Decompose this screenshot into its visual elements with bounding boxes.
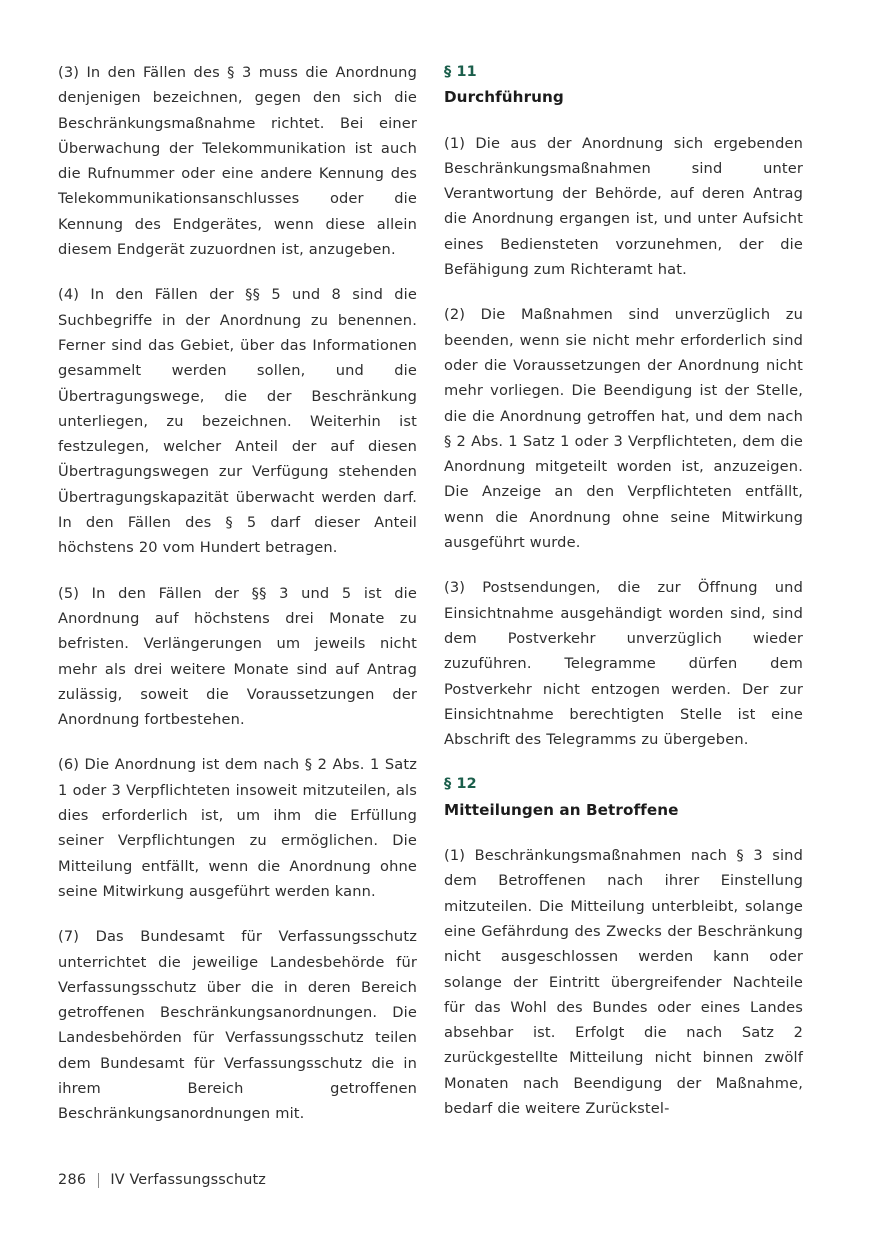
page-number: 286	[58, 1172, 87, 1188]
paragraph-7: (7) Das Bundesamt für Verfassungsschutz unterrichtet die jeweilige Landesbehörde für Verfassungsschutz über die in deren Bereich getroffenen Beschränkungsanordnungen. Die Landesbehörden für Verfassungsschutz teilen dem Bundesamt für Verfassungsschutz die in ihrem Bereich getroffenen Beschränkungsanordnungen mit.	[58, 928, 417, 1123]
section-12-paragraph-1: (1) Beschränkungsmaßnahmen nach § 3 sind dem Betroffenen nach ihrer Einstellung mitzuteilen. Die Mitteilung unterbleibt, solange eine Gefährdung des Zwecks der Beschränkung nicht ausgeschlossen werden kann oder solange der Eintritt übergreifender Nachteile für das Wohl des Bundes oder eines Landes absehbar ist. Erfolgt die nach Satz 2 zurückgestellte Mitteilung nicht binnen zwölf Monaten nach Beendigung der Maßnahme, bedarf die weitere Zurückstel-	[444, 847, 803, 1117]
section-heading-11	[444, 60, 803, 111]
section-11-paragraph-1: (1) Die aus der Anordnung sich ergebenden Beschränkungsmaßnahmen sind unter Verantwortung der Behörde, auf deren Antrag die Anordnung ergangen ist, und unter Aufsicht eines Bediensteten vorzunehmen, der die Befähigung zum Richteramt hat.	[444, 134, 803, 279]
paragraph-5: (5) In den Fällen der §§ 3 und 5 ist die Anordnung auf höchstens drei Monate zu befristen. Verlängerungen um jeweils nicht mehr als drei weitere Monate sind auf Antrag zulässig, soweit die Voraussetzungen der Anordnung fortbestehen.	[58, 584, 417, 729]
left-text-column	[58, 60, 417, 1127]
section-11-paragraph-3: (3) Postsendungen, die zur Öffnung und Einsichtnahme ausgehändigt worden sind, sind dem Postverkehr unverzüglich wieder zuzuführen. Telegramme dürfen dem Postverkehr nicht entzogen werden. Der zur Einsichtnahme berechtigten Stelle ist eine Abschrift des Telegramms zu übergeben.	[444, 579, 803, 749]
right-text-column	[444, 60, 803, 1121]
section-title-12: Mitteilungen an Betroffene	[444, 800, 679, 819]
paragraph-3: (3) In den Fällen des § 3 muss die Anordnung denjenigen bezeichnen, gegen den sich die Beschränkungsmaßnahme richtet. Bei einer Überwachung der Telekommunikation ist auch die Rufnummer oder eine andere Kennung des Telekommunikationsanschlusses oder die Kennung des Endgerätes, wenn diese allein diesem Endgerät zuzuordnen ist, anzugeben.	[58, 64, 417, 259]
section-11-paragraph-2: (2) Die Maßnahmen sind unverzüglich zu beenden, wenn sie nicht mehr erforderlich sind oder die Voraussetzungen der Anordnung nicht mehr vorliegen. Die Beendigung ist der Stelle, die die Anordnung getroffen hat, und dem nach § 2 Abs. 1 Satz 1 oder 3 Verpflichteten, dem die Anordnung mitgeteilt worden ist, anzuzeigen. Die Anzeige an den Verpflichteten entfällt, wenn die Anordnung ohne seine Mitwirkung ausgeführt wurde.	[444, 306, 803, 552]
section-title-11: Durchführung	[444, 88, 564, 107]
paragraph-6: (6) Die Anordnung ist dem nach § 2 Abs. 1 Satz 1 oder 3 Verpflichteten insoweit mitzuteilen, als dies erforderlich ist, um ihm die Erfüllung seiner Verpflichtungen zu ermöglichen. Die Mitteilung entfällt, wenn die Anordnung ohne seine Mitwirkung ausgeführt werden kann.	[58, 756, 417, 900]
running-head-label: IV Verfassungsschutz	[110, 1172, 266, 1188]
footer-divider	[98, 1173, 99, 1188]
two-column-text-body	[58, 60, 803, 1123]
page-footer	[58, 1170, 266, 1190]
section-heading-12	[444, 772, 803, 823]
paragraph-4: (4) In den Fällen der §§ 5 und 8 sind die Suchbegriffe in der Anordnung zu benennen. Ferner sind das Gebiet, über das Informationen gesammelt werden sollen, und die Übertragungswege, die der Beschränkung unterliegen, zu bezeichnen. Weiterhin ist festzulegen, welcher Anteil der auf diesen Übertragungswegen zur Verfügung stehenden Übertragungskapazität überwacht werden darf. In den Fällen des § 5 darf dieser Anteil höchstens 20 vom Hundert betragen.	[58, 286, 417, 557]
section-number-12: § 12	[444, 776, 477, 793]
section-number-11: § 11	[444, 64, 477, 80]
